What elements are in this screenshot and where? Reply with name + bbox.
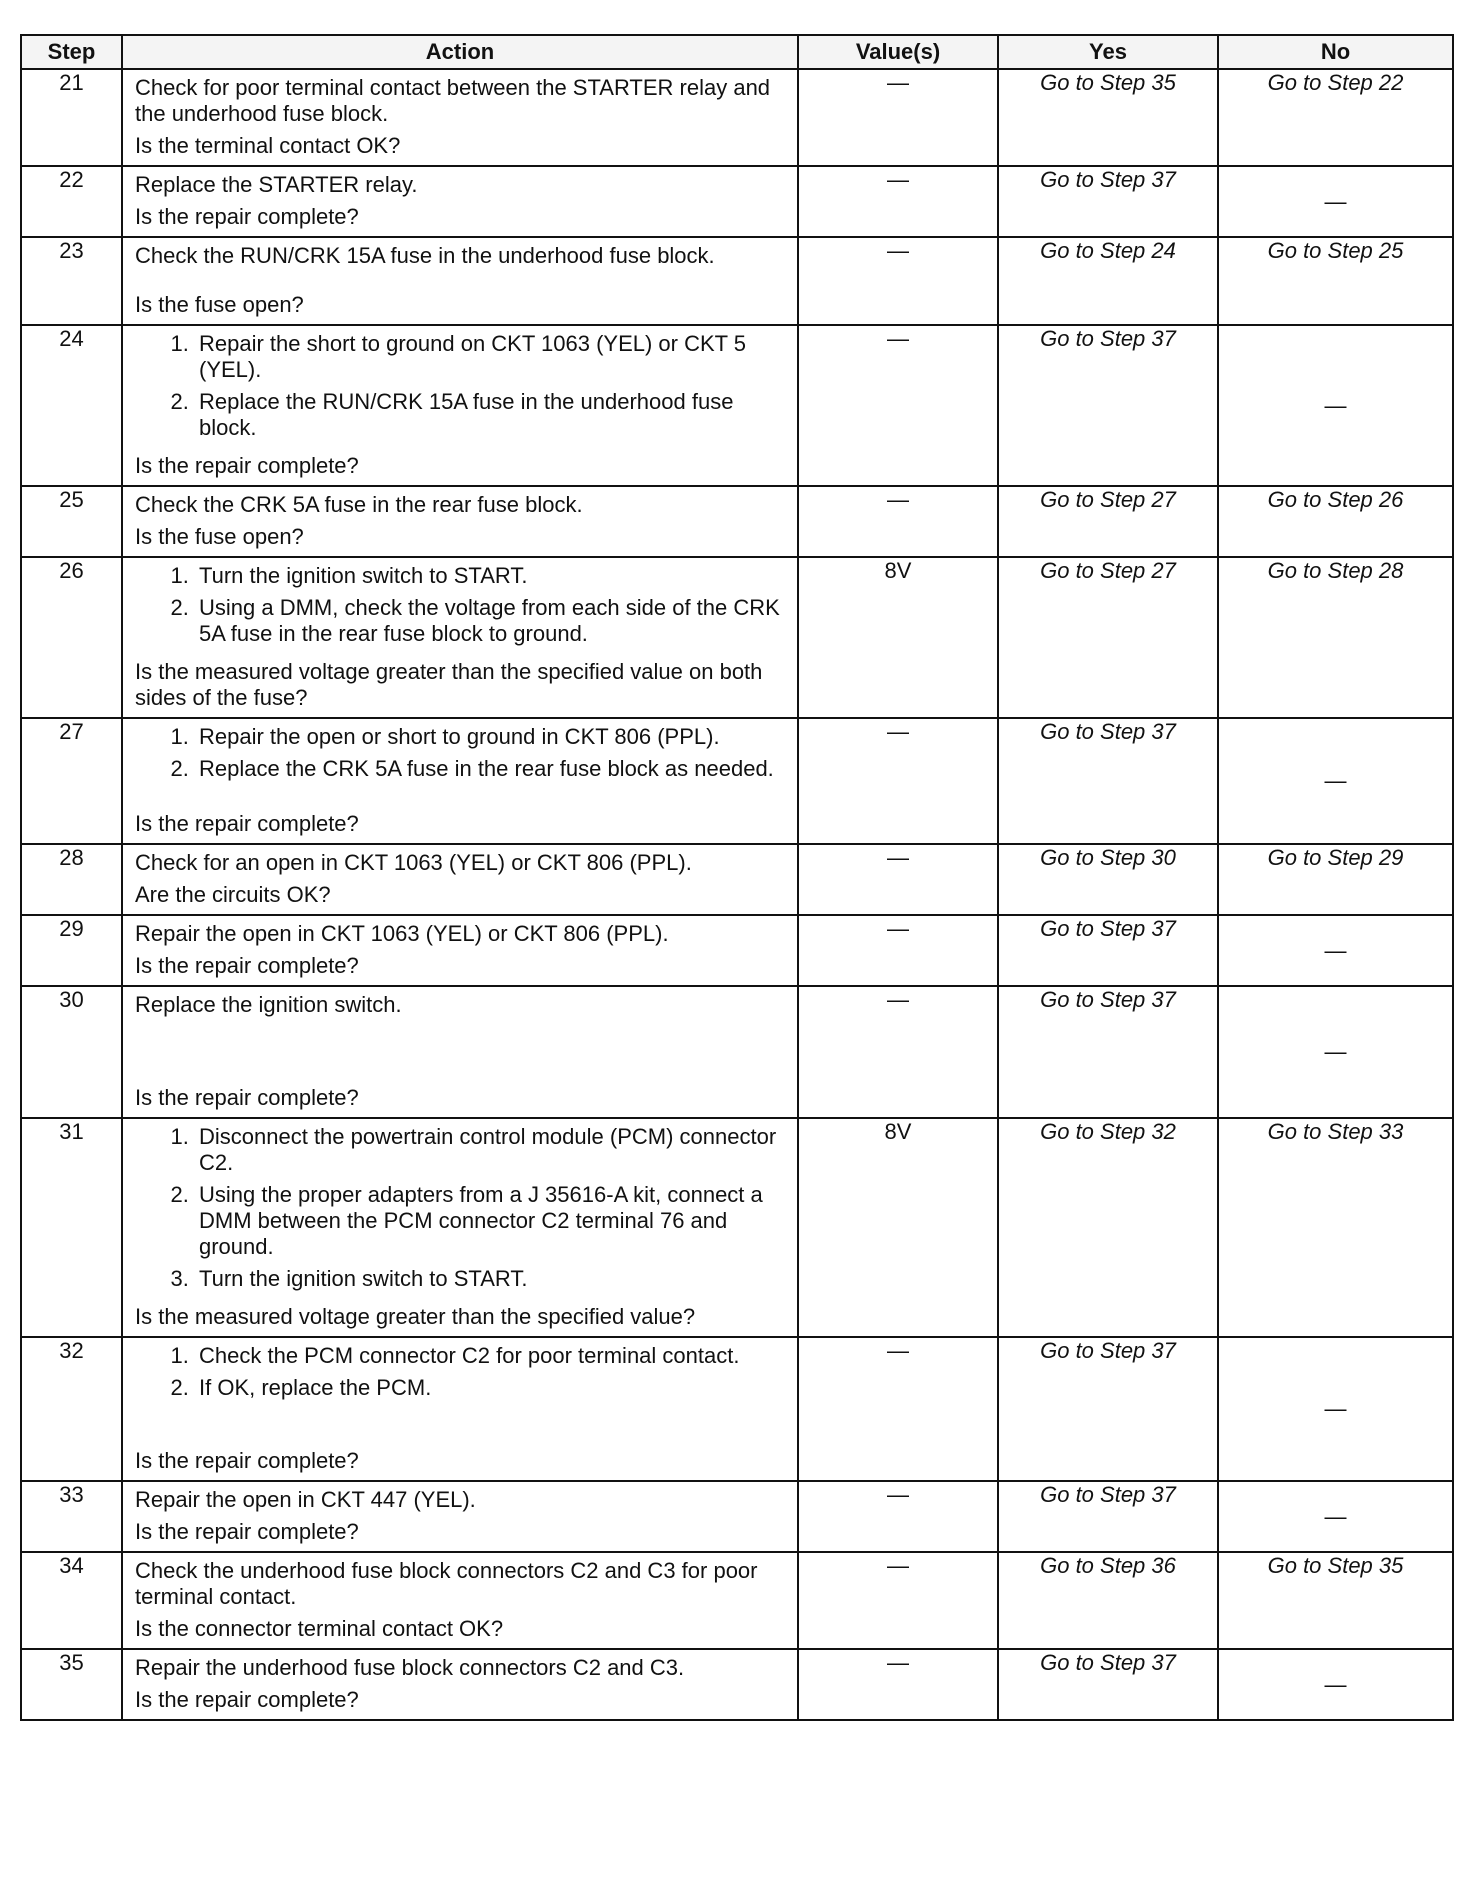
no-outcome: — [1218, 1649, 1453, 1720]
action-question: Is the repair complete? [135, 953, 359, 978]
action-substeps [135, 724, 787, 782]
yes-outcome: Go to Step 37 [998, 986, 1218, 1118]
no-outcome: Go to Step 29 [1218, 844, 1453, 915]
action-question: Is the repair complete? [135, 453, 359, 478]
action-cell [122, 1481, 798, 1552]
action-cell [122, 844, 798, 915]
table-row [21, 69, 1453, 166]
action-substep: 1. Disconnect the powertrain control module (PCM) connector C2. [195, 1124, 787, 1176]
no-outcome: — [1218, 986, 1453, 1118]
step-number: 23 [21, 237, 122, 325]
table-row [21, 1337, 1453, 1481]
action-cell [122, 1552, 798, 1649]
yes-outcome: Go to Step 37 [998, 1649, 1218, 1720]
value-cell: — [798, 915, 998, 986]
yes-outcome: Go to Step 37 [998, 1481, 1218, 1552]
table-row [21, 1649, 1453, 1720]
step-number: 25 [21, 486, 122, 557]
action-question: Is the repair complete? [135, 1687, 359, 1712]
header-yes: Yes [998, 35, 1218, 69]
no-outcome: Go to Step 25 [1218, 237, 1453, 325]
step-number: 22 [21, 166, 122, 237]
action-question: Is the measured voltage greater than the specified value? [135, 1304, 696, 1329]
step-number: 27 [21, 718, 122, 844]
action-cell [122, 718, 798, 844]
action-question: Is the repair complete? [135, 1085, 359, 1110]
action-question: Is the terminal contact OK? [135, 133, 401, 158]
no-outcome: Go to Step 26 [1218, 486, 1453, 557]
action-substep: 2. Replace the CRK 5A fuse in the rear fuse block as needed. [195, 756, 787, 782]
table-row [21, 557, 1453, 718]
action-question: Is the connector terminal contact OK? [135, 1616, 504, 1641]
table-row [21, 1552, 1453, 1649]
action-substep: 2. Using a DMM, check the voltage from each side of the CRK 5A fuse in the rear fuse block to ground. [195, 595, 787, 647]
action-text: Check for an open in CKT 1063 (YEL) or CKT 806 (PPL). [135, 850, 692, 875]
table-row [21, 486, 1453, 557]
no-outcome: — [1218, 1481, 1453, 1552]
step-number: 34 [21, 1552, 122, 1649]
action-text: Check the CRK 5A fuse in the rear fuse block. [135, 492, 583, 517]
value-cell: — [798, 1337, 998, 1481]
action-substep: 2. Using the proper adapters from a J 35616-A kit, connect a DMM between the PCM connector C2 terminal 76 and ground. [195, 1182, 787, 1260]
step-number: 32 [21, 1337, 122, 1481]
step-number: 35 [21, 1649, 122, 1720]
value-cell: 8V [798, 557, 998, 718]
table-row [21, 1481, 1453, 1552]
no-outcome: — [1218, 325, 1453, 486]
header-step: Step [21, 35, 122, 69]
action-substeps [135, 563, 787, 647]
action-question: Is the measured voltage greater than the specified value on both sides of the fuse? [135, 659, 763, 710]
no-outcome: — [1218, 718, 1453, 844]
step-number: 31 [21, 1118, 122, 1337]
table-row [21, 844, 1453, 915]
step-number: 24 [21, 325, 122, 486]
value-cell: — [798, 325, 998, 486]
value-cell: — [798, 718, 998, 844]
header-action: Action [122, 35, 798, 69]
action-substep: 3. Turn the ignition switch to START. [195, 1266, 787, 1292]
action-cell [122, 166, 798, 237]
yes-outcome: Go to Step 37 [998, 718, 1218, 844]
action-text: Repair the open in CKT 447 (YEL). [135, 1487, 476, 1512]
value-cell: — [798, 166, 998, 237]
action-text: Check the RUN/CRK 15A fuse in the underhood fuse block. [135, 243, 715, 268]
action-text: Check the underhood fuse block connectors C2 and C3 for poor terminal contact. [135, 1558, 758, 1609]
action-substep: 2. If OK, replace the PCM. [195, 1375, 787, 1401]
step-number: 21 [21, 69, 122, 166]
table-header-row [21, 35, 1453, 69]
header-values: Value(s) [798, 35, 998, 69]
table-row [21, 986, 1453, 1118]
action-substeps [135, 1343, 787, 1401]
action-text: Check for poor terminal contact between the STARTER relay and the underhood fuse block. [135, 75, 771, 126]
yes-outcome: Go to Step 30 [998, 844, 1218, 915]
step-number: 33 [21, 1481, 122, 1552]
action-cell [122, 325, 798, 486]
action-text: Replace the ignition switch. [135, 992, 402, 1017]
action-cell [122, 69, 798, 166]
action-cell [122, 915, 798, 986]
action-text: Replace the STARTER relay. [135, 172, 418, 197]
step-number: 30 [21, 986, 122, 1118]
no-outcome: Go to Step 28 [1218, 557, 1453, 718]
table-row [21, 325, 1453, 486]
diagnostic-step-table [20, 34, 1454, 1721]
action-cell [122, 486, 798, 557]
step-number: 28 [21, 844, 122, 915]
no-outcome: Go to Step 35 [1218, 1552, 1453, 1649]
yes-outcome: Go to Step 24 [998, 237, 1218, 325]
no-outcome: Go to Step 22 [1218, 69, 1453, 166]
table-row [21, 237, 1453, 325]
value-cell: — [798, 844, 998, 915]
value-cell: — [798, 1649, 998, 1720]
value-cell: — [798, 237, 998, 325]
action-substeps [135, 1124, 787, 1292]
header-no: No [1218, 35, 1453, 69]
table-row [21, 1118, 1453, 1337]
yes-outcome: Go to Step 37 [998, 915, 1218, 986]
action-cell [122, 237, 798, 325]
action-text: Repair the underhood fuse block connectors C2 and C3. [135, 1655, 685, 1680]
action-cell [122, 986, 798, 1118]
action-cell [122, 557, 798, 718]
no-outcome: — [1218, 1337, 1453, 1481]
step-number: 29 [21, 915, 122, 986]
yes-outcome: Go to Step 35 [998, 69, 1218, 166]
action-cell [122, 1118, 798, 1337]
action-cell [122, 1337, 798, 1481]
yes-outcome: Go to Step 37 [998, 166, 1218, 237]
yes-outcome: Go to Step 27 [998, 486, 1218, 557]
yes-outcome: Go to Step 32 [998, 1118, 1218, 1337]
action-substep: 1. Repair the open or short to ground in CKT 806 (PPL). [195, 724, 787, 750]
yes-outcome: Go to Step 37 [998, 325, 1218, 486]
no-outcome: Go to Step 33 [1218, 1118, 1453, 1337]
value-cell: — [798, 986, 998, 1118]
value-cell: 8V [798, 1118, 998, 1337]
action-question: Is the repair complete? [135, 1448, 359, 1473]
action-cell [122, 1649, 798, 1720]
action-question: Is the repair complete? [135, 204, 359, 229]
action-substep: 2. Replace the RUN/CRK 15A fuse in the underhood fuse block. [195, 389, 787, 441]
action-substep: 1. Repair the short to ground on CKT 1063 (YEL) or CKT 5 (YEL). [195, 331, 787, 383]
table-row [21, 718, 1453, 844]
value-cell: — [798, 486, 998, 557]
action-substep: 1. Check the PCM connector C2 for poor terminal contact. [195, 1343, 787, 1369]
step-number: 26 [21, 557, 122, 718]
value-cell: — [798, 1552, 998, 1649]
yes-outcome: Go to Step 36 [998, 1552, 1218, 1649]
action-question: Is the repair complete? [135, 1519, 359, 1544]
value-cell: — [798, 69, 998, 166]
no-outcome: — [1218, 166, 1453, 237]
action-question: Is the fuse open? [135, 524, 304, 549]
action-question: Is the fuse open? [135, 292, 304, 317]
action-question: Are the circuits OK? [135, 882, 331, 907]
action-question: Is the repair complete? [135, 811, 359, 836]
table-row [21, 915, 1453, 986]
diagnostic-table-page [20, 34, 1452, 1721]
action-substep: 1. Turn the ignition switch to START. [195, 563, 787, 589]
value-cell: — [798, 1481, 998, 1552]
table-row [21, 166, 1453, 237]
yes-outcome: Go to Step 37 [998, 1337, 1218, 1481]
yes-outcome: Go to Step 27 [998, 557, 1218, 718]
no-outcome: — [1218, 915, 1453, 986]
action-substeps [135, 331, 787, 441]
action-text: Repair the open in CKT 1063 (YEL) or CKT 806 (PPL). [135, 921, 669, 946]
